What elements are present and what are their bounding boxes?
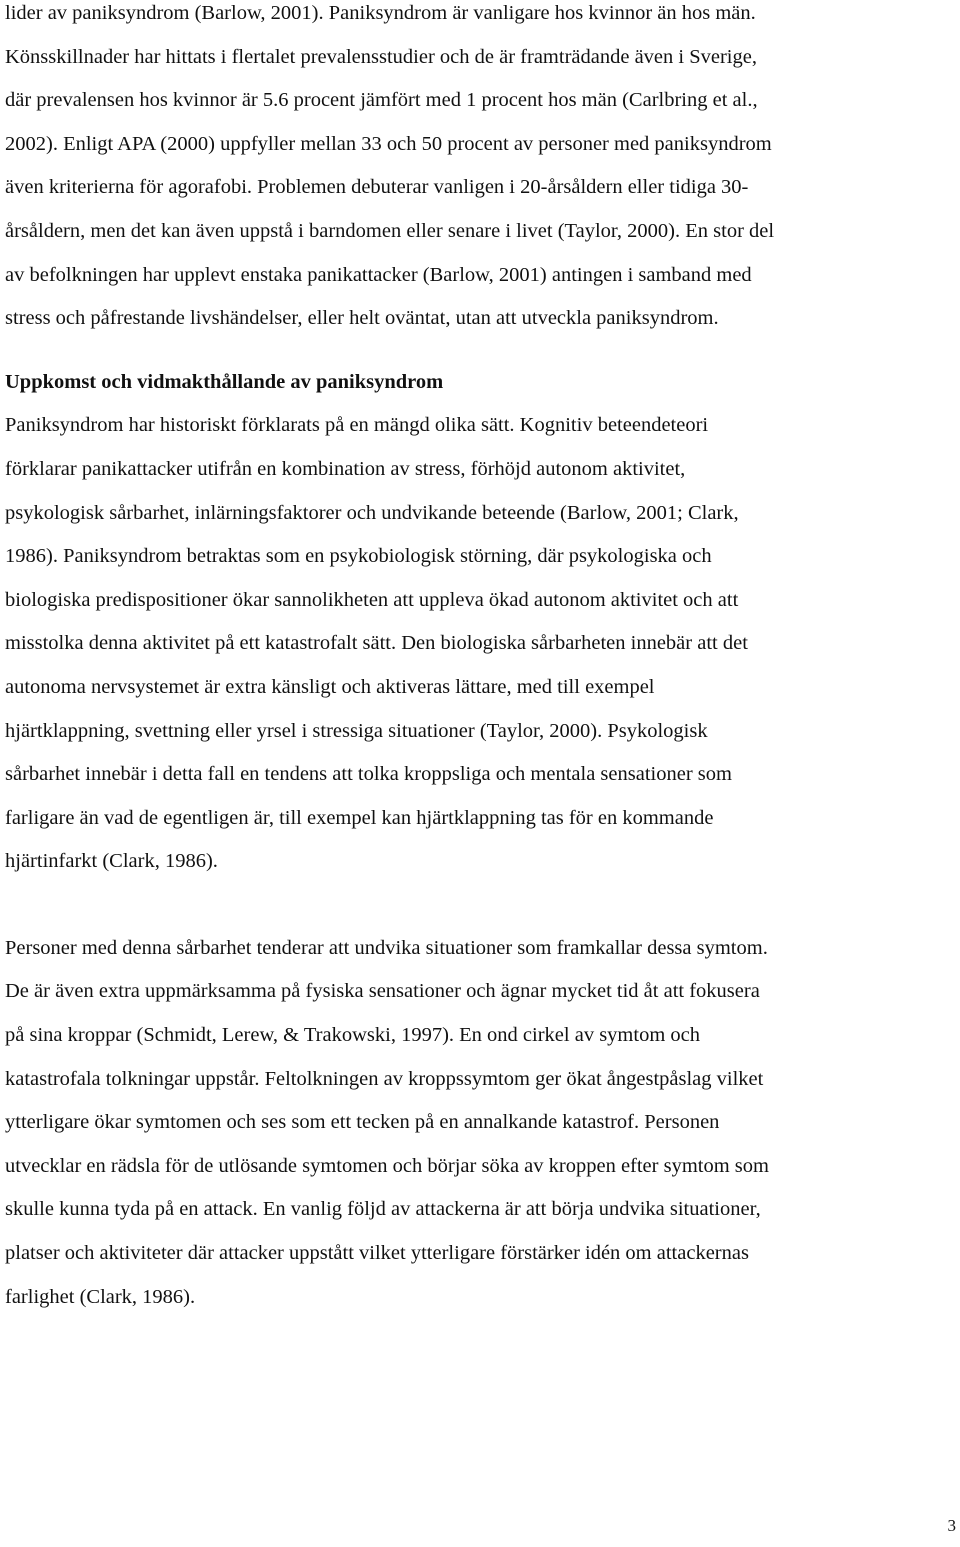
paragraph-prevalence: [5, 0, 953, 341]
text-line: förklarar panikattacker utifrån en kombination av stress, förhöjd autonom aktivitet,: [5, 457, 686, 480]
text-line: 2002). Enligt APA (2000) uppfyller mellan 33 och 50 procent av personer med paniksyndrom: [5, 132, 772, 155]
page-number: 3: [947, 1516, 956, 1535]
text-line: autonoma nervsystemet är extra känsligt och aktiveras lättare, med till exempel: [5, 675, 655, 698]
section-heading: Uppkomst och vidmakthållande av paniksyndrom: [5, 370, 444, 393]
text-line: farligare än vad de egentligen är, till exempel kan hjärtklappning tas för en kommande: [5, 806, 714, 829]
text-line: ytterligare ökar symtomen och ses som ett tecken på en annalkande katastrof. Personen: [5, 1111, 720, 1134]
text-line: psykologisk sårbarhet, inlärningsfaktorer och undvikande beteende (Barlow, 2001; Clark,: [5, 501, 739, 524]
text-line: sårbarhet innebär i detta fall en tendens att tolka kroppsliga och mentala sensationer som: [5, 763, 732, 786]
text-line: stress och påfrestande livshändelser, eller helt oväntat, utan att utveckla paniksyndrom.: [5, 307, 719, 330]
text-line: Paniksyndrom har historiskt förklarats på en mängd olika sätt. Kognitiv beteendeteori: [5, 414, 709, 437]
text-line: katastrofala tolkningar uppstår. Feltolkningen av kroppssymtom ger ökat ångestpåslag vilket: [5, 1067, 764, 1090]
text-line: av befolkningen har upplevt enstaka panikattacker (Barlow, 2001) antingen i samband med: [5, 263, 752, 286]
text-line: Könsskillnader har hittats i flertalet prevalensstudier och de är framträdande även i Sverige,: [5, 45, 757, 68]
text-line: där prevalensen hos kvinnor är 5.6 procent jämfört med 1 procent hos män (Carlbring et al.,: [5, 89, 758, 112]
paragraph-avoidance: [5, 927, 953, 1319]
paragraph-spacer: [5, 341, 953, 361]
text-line: farlighet (Clark, 1986).: [5, 1285, 196, 1308]
text-line: årsåldern, men det kan även uppstå i barndomen eller senare i livet (Taylor, 2000). En stor del: [5, 219, 775, 242]
text-line: lider av paniksyndrom (Barlow, 2001). Paniksyndrom är vanligare hos kvinnor än hos män.: [5, 2, 756, 24]
text-line: utvecklar en rädsla för de utlösande symtomen och börjar söka av kroppen efter symtom som: [5, 1154, 769, 1177]
text-line: misstolka denna aktivitet på ett katastrofalt sätt. Den biologiska sårbarheten innebär att det: [5, 632, 748, 655]
text-line: platser och aktiviteter där attacker uppstått vilket ytterligare förstärker idén om attackernas: [5, 1242, 749, 1265]
paragraph-etiology: [5, 404, 953, 884]
text-line: även kriterierna för agorafobi. Problemen debuterar vanligen i 20-årsåldern eller tidiga 30-: [5, 176, 749, 199]
paragraph-spacer: [5, 884, 953, 927]
text-line: på sina kroppar (Schmidt, Lerew, & Trakowski, 1997). En ond cirkel av symtom och: [5, 1024, 700, 1047]
document-page: [5, 0, 953, 1319]
text-line: Personer med denna sårbarhet tenderar att undvika situationer som framkallar dessa symtom.: [5, 936, 768, 959]
text-line: De är även extra uppmärksamma på fysiska sensationer och ägnar mycket tid åt att fokusera: [5, 980, 760, 1003]
text-line: biologiska predispositioner ökar sannolikheten att uppleva ökad autonom aktivitet och att: [5, 588, 739, 611]
text-line: hjärtinfarkt (Clark, 1986).: [5, 850, 218, 873]
text-line: 1986). Paniksyndrom betraktas som en psykobiologisk störning, där psykologiska och: [5, 545, 712, 568]
text-line: hjärtklappning, svettning eller yrsel i stressiga situationer (Taylor, 2000). Psykologisk: [5, 719, 708, 742]
text-line: skulle kunna tyda på en attack. En vanlig följd av attackerna är att börja undvika situationer,: [5, 1198, 761, 1221]
